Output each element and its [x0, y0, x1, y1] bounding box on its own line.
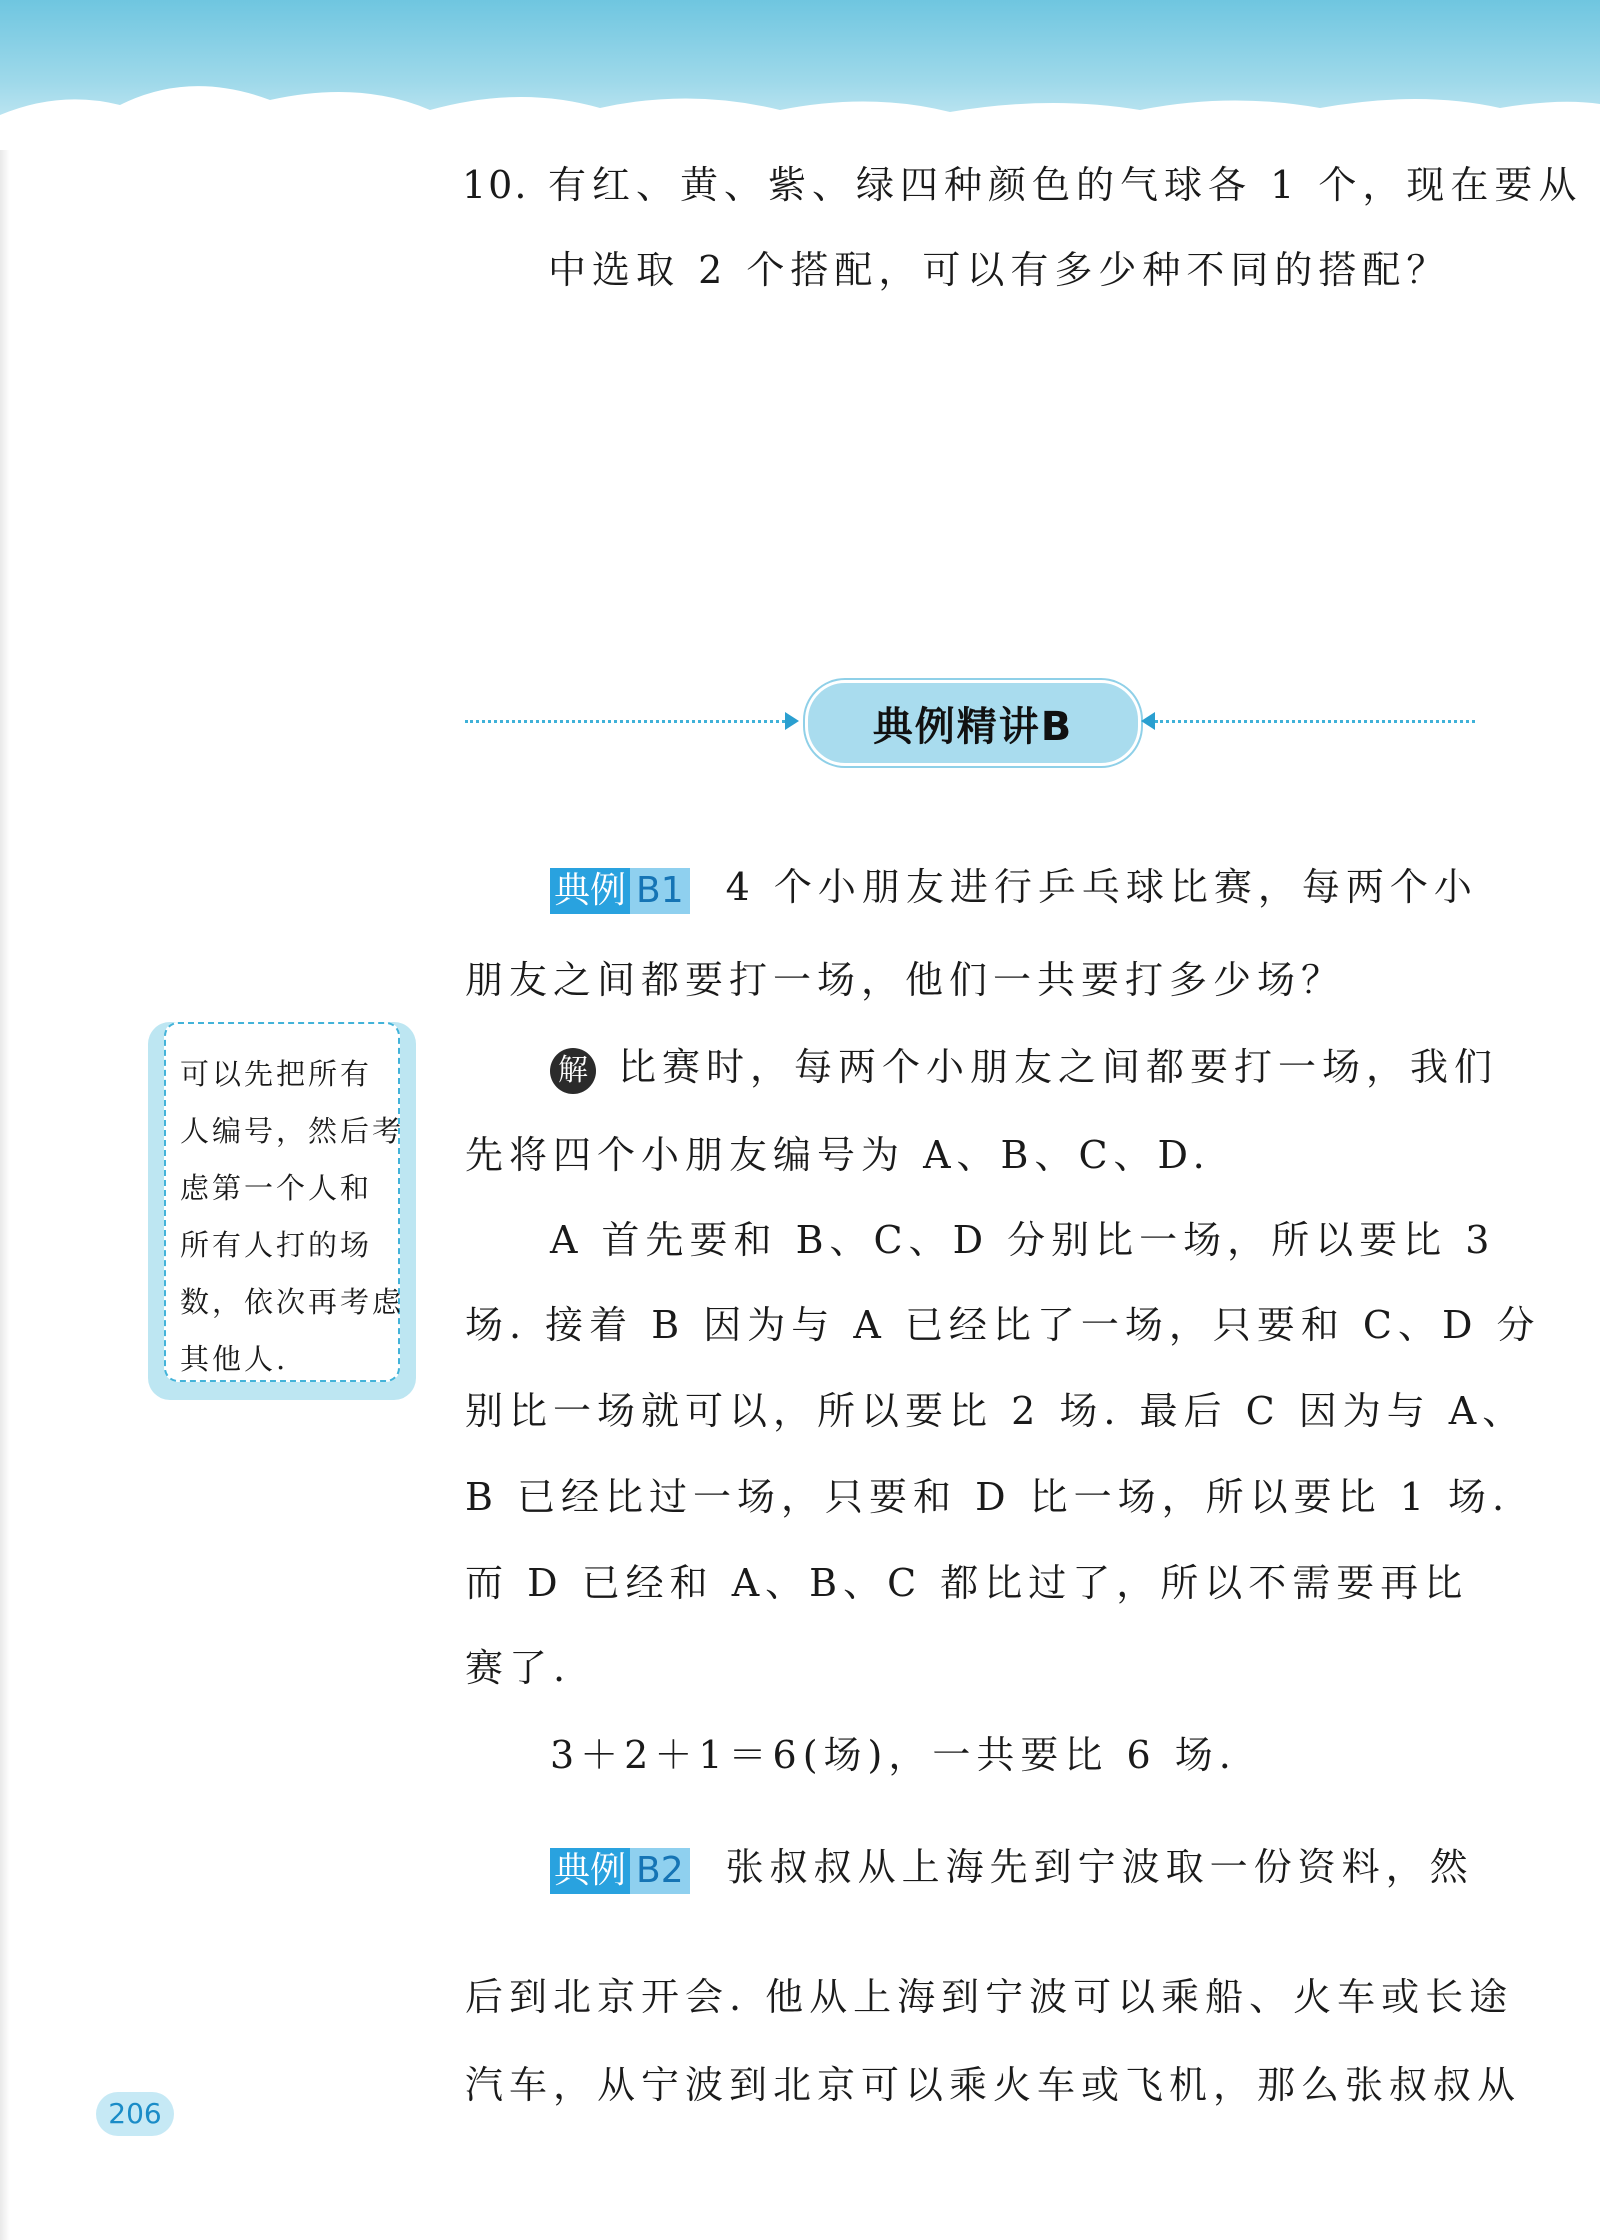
- dotted-rule: [1155, 720, 1475, 723]
- example-b1-text: 朋友之间都要打一场，他们一共要打多少场？: [465, 958, 1346, 1002]
- example-b1-text: 4 个小朋友进行乒乓球比赛，每两个小: [725, 865, 1478, 909]
- example-badge-label: 典例: [550, 1848, 630, 1894]
- cloud-shape: [0, 0, 1600, 150]
- side-note-line: 虑第一个人和: [180, 1171, 373, 1205]
- section-title: 典例精讲B: [805, 680, 1141, 766]
- solution-text: 赛了.: [465, 1646, 572, 1690]
- example-b2-text: 后到北京开会. 他从上海到宁波可以乘船、火车或长途: [465, 1975, 1514, 2019]
- solution-text: 而 D 已经和 A、B、C 都比过了，所以不需要再比: [465, 1561, 1469, 1605]
- side-note-line: 数，依次再考虑: [180, 1285, 405, 1319]
- solution-text: B 已经比过一场，只要和 D 比一场，所以要比 1 场.: [465, 1475, 1511, 1519]
- solution-text: 别比一场就可以，所以要比 2 场. 最后 C 因为与 A、: [465, 1389, 1527, 1433]
- example-badge-tag: B2: [630, 1848, 690, 1894]
- solution-text: A 首先要和 B、C、D 分别比一场，所以要比 3: [550, 1218, 1496, 1262]
- solution-line: [550, 1042, 1498, 1094]
- side-note-line: 人编号，然后考: [180, 1114, 405, 1148]
- problem-text-line: 中选取 2 个搭配，可以有多少种不同的搭配？: [548, 248, 1451, 292]
- side-note-line: 其他人.: [180, 1342, 289, 1376]
- problem-text-line: 有红、黄、紫、绿四种颜色的气球各 1 个，现在要从: [548, 163, 1583, 207]
- example-badge: [550, 868, 690, 914]
- solution-text: 场. 接着 B 因为与 A 已经比了一场，只要和 C、D 分: [465, 1303, 1541, 1347]
- page-edge-shadow: [0, 0, 10, 2240]
- example-badge-tag: B1: [630, 868, 690, 914]
- side-note: [148, 1022, 416, 1400]
- solution-equation: 3＋2＋1＝6(场)，一共要比 6 场.: [550, 1733, 1237, 1777]
- dotted-rule: [465, 720, 785, 723]
- side-note-line: 所有人打的场: [180, 1228, 373, 1262]
- side-note-card: [164, 1022, 405, 1382]
- page-number: 206: [96, 2092, 174, 2136]
- arrow-right-icon: [785, 712, 799, 730]
- section-divider: [465, 690, 1475, 750]
- example-b1-line: [550, 862, 1478, 914]
- solve-badge: 解: [550, 1048, 596, 1094]
- example-b2-text: 张叔叔从上海先到宁波取一份资料，然: [725, 1845, 1474, 1889]
- top-cloud-banner: [0, 0, 1600, 150]
- example-badge-label: 典例: [550, 868, 630, 914]
- arrow-left-icon: [1141, 712, 1155, 730]
- problem-number: 10.: [462, 163, 529, 207]
- example-badge: [550, 1848, 690, 1894]
- solution-text: 先将四个小朋友编号为 A、B、C、D.: [465, 1133, 1211, 1177]
- example-b2-line: [550, 1842, 1474, 1894]
- side-note-line: 可以先把所有: [180, 1057, 373, 1091]
- solution-text: 比赛时，每两个小朋友之间都要打一场，我们: [618, 1045, 1499, 1089]
- example-b2-text: 汽车，从宁波到北京可以乘火车或飞机，那么张叔叔从: [465, 2063, 1522, 2107]
